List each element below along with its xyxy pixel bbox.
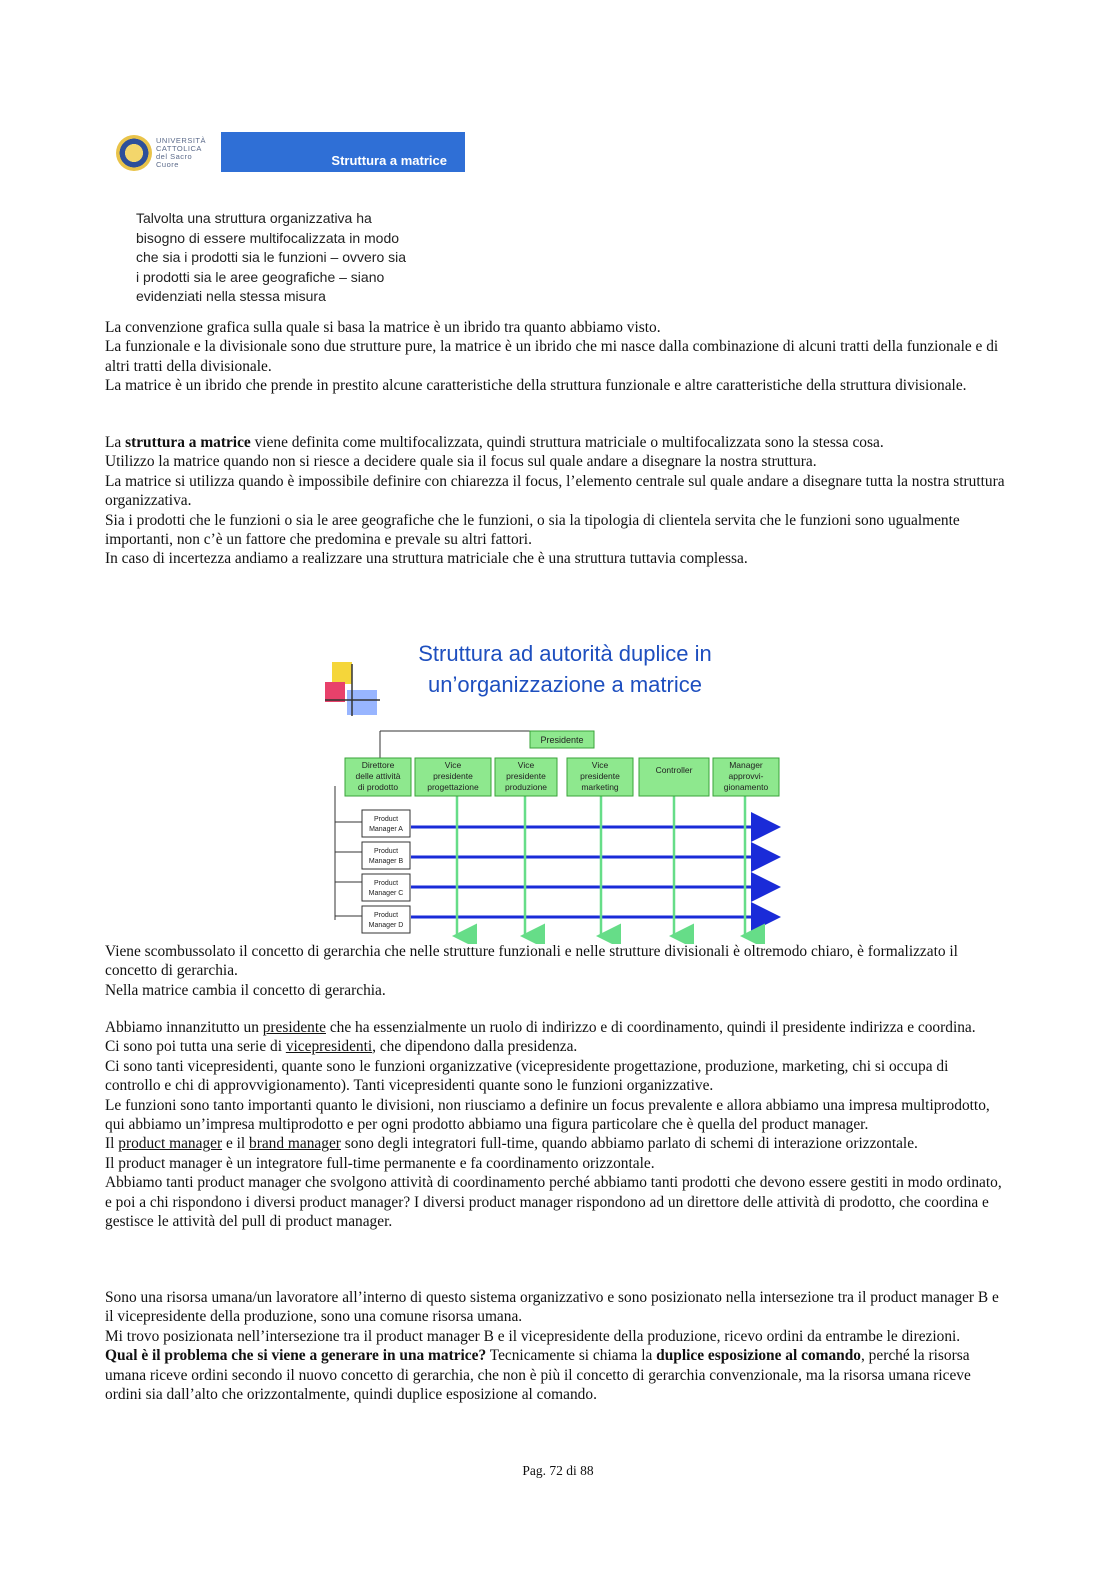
paragraph-block-4	[105, 1018, 1005, 1231]
logo-text: UNIVERSITÀ CATTOLICA del Sacro Cuore	[156, 136, 207, 169]
paragraph: La matrice si utilizza quando è impossibile definire con chiarezza il focus, l’elemento centrale sul quale andare a disegnare tutta la nostra struttura organizzativa.	[105, 472, 1005, 510]
function-label: Vice presidente produzione	[504, 760, 548, 792]
paragraph: Abbiamo innanzitutto un presidente che ha essenzialmente un ruolo di indirizzo e di coordinamento, quindi il presidente indirizza e coordina.	[105, 1019, 976, 1036]
function-label: Controller	[655, 765, 693, 775]
product-manager-label: Product Manager A	[369, 816, 403, 833]
function-box	[639, 758, 709, 796]
decor-yellow-square	[332, 662, 352, 684]
paragraph: In caso di incertezza andiamo a realizzare una struttura matriciale che è una struttura tuttavia complessa.	[105, 550, 748, 568]
page-number: Pag. 72 di 88	[522, 1463, 594, 1478]
diagram-title: Struttura ad autorità duplice in un’organizzazione a matrice	[418, 641, 712, 697]
paragraph: Il product manager è un integratore full-time permanente e fa coordinamento orizzontale.	[105, 1154, 655, 1172]
paragraph: Il product manager e il brand manager sono degli integratori full-time, quando abbiamo parlato di schemi di interazione orizzontale.	[105, 1135, 918, 1153]
slide-text: Talvolta una struttura organizzativa ha bisogno di essere multifocalizzata in modo che sia i prodotti sia le funzioni – ovvero sia i prodotti sia le aree geografiche – siano evidenziati nella stessa misura	[136, 210, 407, 304]
paragraph: La matrice è un ibrido che prende in prestito alcune caratteristiche della struttura funzionale e altre caratteristiche della struttura divisionale.	[105, 377, 967, 395]
director-label: Direttore delle attività di prodotto	[355, 760, 401, 792]
paragraph: Utilizzo la matrice quando non si riesce a decidere quale sia il focus sul quale andare a disegnare la nostra struttura.	[105, 453, 817, 471]
university-seal-icon	[116, 135, 152, 171]
paragraph: Mi trovo posizionata nell’intersezione tra il product manager B e il vicepresidente della produzione, ricevo ordini da entrambe le direzioni.	[105, 1327, 961, 1345]
paragraph-block-5	[105, 1288, 1005, 1404]
matrix-organization-diagram	[325, 634, 785, 944]
product-manager-label: Product Manager B	[368, 848, 404, 865]
paragraph: La convenzione grafica sulla quale si basa la matrice è un ibrido tra quanto abbiamo visto.	[105, 319, 661, 336]
decor-red-square	[325, 682, 345, 702]
paragraph-block-3	[105, 942, 1005, 1000]
slide-title-bar	[221, 132, 465, 172]
slide-struttura-a-matrice	[106, 125, 476, 315]
paragraph: Sia i prodotti che le funzioni o sia le aree geografiche che le funzioni, o sia la tipologia di clientela servita che le funzioni sono ugualmente importanti, non c’è un fattore che predomina e prevale su altri fattori.	[105, 511, 960, 549]
paragraph: La funzionale e la divisionale sono due strutture pure, la matrice è un ibrido che mi nasce dalla combinazione di alcuni tratti della funzionale e di altri tratti della divisionale.	[105, 338, 999, 375]
paragraph: Ci sono tanti vicepresidenti, quante sono le funzioni organizzative (vicepresidente progettazione, produzione, marketing, chi si occupa di controllo e chi di approvvigionamento). Tanti vicepresidenti quante sono le funzioni organizzative.	[105, 1057, 949, 1095]
function-label: Vice presidente progettazione	[427, 760, 479, 792]
paragraph: Nella matrice cambia il concetto di gerarchia.	[105, 981, 386, 999]
product-manager-label: Product Manager D	[368, 912, 404, 929]
function-label: Manager approvvi-gionamento	[723, 760, 769, 792]
slide-title: Struttura a matrice	[331, 153, 447, 168]
paragraph: Ci sono poi tutta una serie di vicepresidenti, che dipendono dalla presidenza.	[105, 1038, 578, 1056]
paragraph: Le funzioni sono tanto importanti quanto le divisioni, non riusciamo a definire un focus prevalente e allora abbiamo una impresa multiprodotto, qui abbiamo un’impresa multiprodotto e per ogni prodotto abbiamo una figura particolare che è quella del product manager.	[105, 1096, 990, 1134]
paragraph: La struttura a matrice viene definita come multifocalizzata, quindi struttura matriciale o multifocalizzata sono la stessa cosa.	[105, 434, 884, 451]
paragraph-block-1	[105, 318, 1005, 396]
paragraph: Abbiamo tanti product manager che svolgono attività di coordinamento perché abbiamo tanti prodotti che devono essere gestiti in modo ordinato, e poi a chi rispondono i diversi product manager? I diversi product manager rispondono ad un direttore delle attività di prodotto, che coordina e gestisce le attività del pull di product manager.	[105, 1174, 1002, 1231]
paragraph: Qual è il problema che si viene a generare in una matrice? Tecnicamente si chiama la duplice esposizione al comando, perché la risorsa umana riceve ordini secondo il nuovo concetto di gerarchia, che non è più il concetto di gerarchia convenzionale, ma la risorsa umana riceve ordini sia dall’alto che orizzontalmente, quindi duplice esposizione al comando.	[105, 1347, 971, 1404]
president-label: Presidente	[540, 735, 584, 745]
paragraph: Viene scombussolato il concetto di gerarchia che nelle strutture funzionali e nelle strutture divisionali è oltremodo chiaro, è formalizzato il concetto di gerarchia.	[105, 943, 958, 980]
paragraph-block-2	[105, 433, 1005, 569]
paragraph: Sono una risorsa umana/un lavoratore all’interno di questo sistema organizzativo e sono posizionato nella intersezione tra il product manager B e il vicepresidente della produzione, sono una comune risorsa umana.	[105, 1289, 999, 1326]
product-manager-label: Product Manager C	[368, 880, 404, 897]
function-label: Vice presidente marketing	[580, 760, 620, 792]
bold-term: struttura a matrice	[125, 434, 251, 451]
university-logo	[116, 135, 216, 175]
